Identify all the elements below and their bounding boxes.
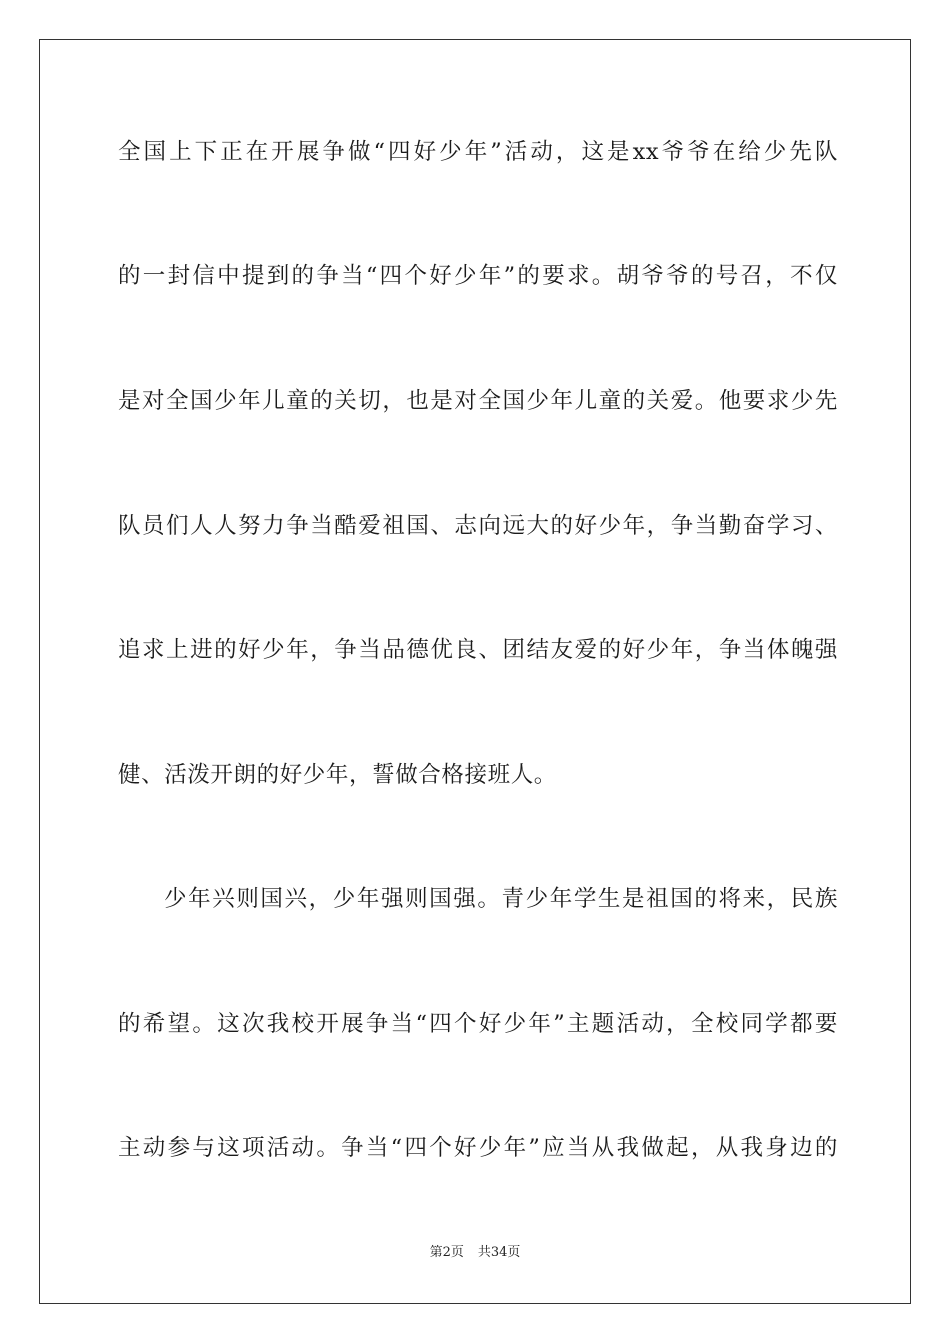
page-total: 共34页	[477, 1245, 521, 1260]
paragraph-line-2: 的一封信中提到的争当“四个好少年”的要求。胡爷爷的号召，不仅	[118, 263, 838, 289]
paragraph-line-9: 主动参与这项活动。争当“四个好少年”应当从我做起，从我身边的	[118, 1135, 838, 1161]
paragraph-line-5: 追求上进的好少年，争当品德优良、团结友爱的好少年，争当体魄强	[118, 637, 838, 663]
page-border	[39, 39, 911, 1304]
paragraph-line-4: 队员们人人努力争当酷爱祖国、志向远大的好少年，争当勤奋学习、	[118, 513, 838, 539]
paragraph-line-1: 全国上下正在开展争做“四好少年”活动，这是xx爷爷在给少先队	[118, 139, 838, 165]
paragraph-line-8: 的希望。这次我校开展争当“四个好少年”主题活动，全校同学都要	[118, 1011, 838, 1037]
paragraph-line-7: 少年兴则国兴，少年强则国强。青少年学生是祖国的将来，民族	[164, 886, 838, 912]
page-number: 第2页	[429, 1245, 464, 1260]
paragraph-line-6: 健、活泼开朗的好少年，誓做合格接班人。	[118, 762, 557, 788]
page-footer	[0, 1244, 950, 1262]
paragraph-line-3: 是对全国少年儿童的关切，也是对全国少年儿童的关爱。他要求少先	[118, 388, 838, 414]
